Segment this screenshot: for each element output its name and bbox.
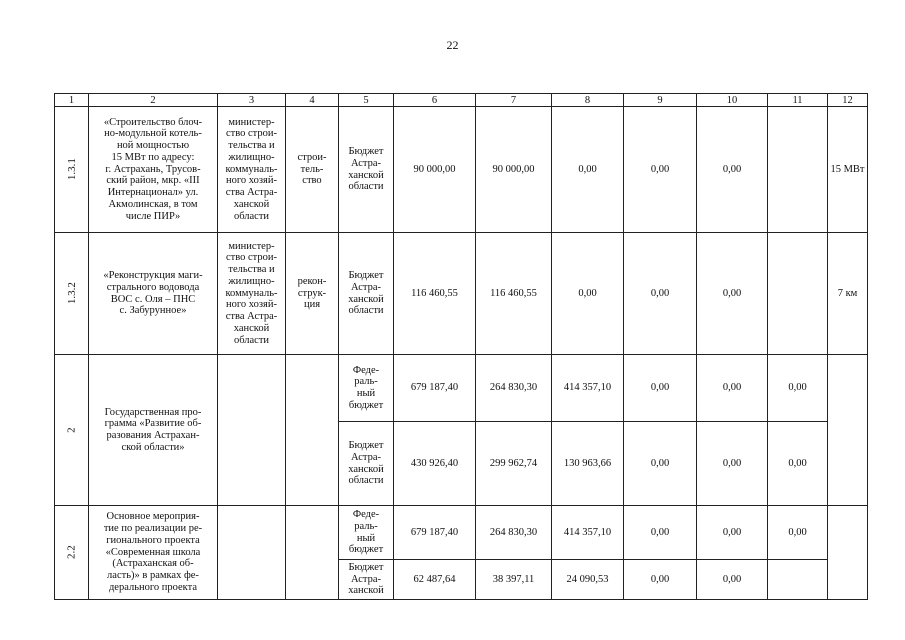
value-cell: 0,00 [768, 355, 828, 422]
column-number-11: 11 [768, 94, 828, 107]
value-cell: 0,00 [552, 233, 624, 355]
table-row [55, 506, 868, 560]
value-cell: 0,00 [697, 422, 768, 506]
value-cell: 62 487,64 [394, 560, 476, 600]
executor [218, 355, 286, 506]
funding-source: Бюджет Астра- ханской области [339, 422, 394, 506]
value-cell: 0,00 [624, 506, 697, 560]
page-number: 22 [446, 38, 459, 52]
indicator-cell: 15 МВт [828, 107, 868, 233]
column-number-4: 4 [286, 94, 339, 107]
row-id-cell [55, 233, 89, 355]
value-cell: 0,00 [697, 107, 768, 233]
funding-source: Бюджет Астра- ханской области [339, 107, 394, 233]
value-cell: 414 357,10 [552, 506, 624, 560]
value-cell: 264 830,30 [476, 355, 552, 422]
value-cell: 430 926,40 [394, 422, 476, 506]
funding-source: Бюджет Астра- ханской [339, 560, 394, 600]
value-cell: 0,00 [697, 233, 768, 355]
value-cell: 0,00 [768, 422, 828, 506]
header-row [55, 94, 868, 107]
column-number-2: 2 [89, 94, 218, 107]
table-row [55, 107, 868, 233]
value-cell: 264 830,30 [476, 506, 552, 560]
budget-table [54, 93, 868, 600]
work-type: строи- тель- ство [286, 107, 339, 233]
column-number-5: 5 [339, 94, 394, 107]
row-id: 2 [65, 427, 78, 433]
value-cell: 679 187,40 [394, 355, 476, 422]
work-type: рекон- струк- ция [286, 233, 339, 355]
value-cell: 116 460,55 [394, 233, 476, 355]
value-cell: 0,00 [552, 107, 624, 233]
value-cell: 0,00 [624, 422, 697, 506]
funding-source: Бюджет Астра- ханской области [339, 233, 394, 355]
value-cell: 90 000,00 [394, 107, 476, 233]
row-id-cell [55, 355, 89, 506]
value-cell: 299 962,74 [476, 422, 552, 506]
column-number-3: 3 [218, 94, 286, 107]
indicator-cell [828, 355, 868, 506]
executor: министер- ство строи- тельства и жилищно- коммуналь- ного хозяй- ства Астра- ханской области [218, 233, 286, 355]
column-number-8: 8 [552, 94, 624, 107]
value-cell: 679 187,40 [394, 506, 476, 560]
value-cell: 0,00 [697, 506, 768, 560]
measure-name: «Строительство блоч- но-модульной котель- ной мощностью 15 МВт по адресу: г. Астрахань, Трусов- ский район, мкр. «III Интернационал» ул. Акмолинская, в том числе ПИР» [89, 107, 218, 233]
value-cell: 116 460,55 [476, 233, 552, 355]
value-cell [768, 560, 828, 600]
column-number-6: 6 [394, 94, 476, 107]
value-cell: 0,00 [697, 560, 768, 600]
row-id: 1.3.1 [65, 158, 78, 181]
funding-source: Феде- раль- ный бюджет [339, 506, 394, 560]
value-cell: 0,00 [624, 560, 697, 600]
value-cell: 0,00 [768, 506, 828, 560]
measure-name: Основное мероприя- тие по реализации ре- гионального проекта «Современная школа (Астраханская об- ласть)» в рамках фе- дерального проекта [89, 506, 218, 600]
value-cell: 0,00 [624, 107, 697, 233]
work-type [286, 355, 339, 506]
column-number-10: 10 [697, 94, 768, 107]
indicator-cell [828, 506, 868, 600]
column-number-9: 9 [624, 94, 697, 107]
work-type [286, 506, 339, 600]
row-id: 1.3.2 [65, 282, 78, 305]
row-id-cell [55, 506, 89, 600]
value-cell [768, 107, 828, 233]
value-cell: 0,00 [624, 355, 697, 422]
measure-name: Государственная про- грамма «Развитие об- разования Астрахан- ской области» [89, 355, 218, 506]
row-id: 2.2 [65, 545, 78, 560]
table-row [55, 355, 868, 422]
executor [218, 506, 286, 600]
column-number-1: 1 [55, 94, 89, 107]
value-cell: 414 357,10 [552, 355, 624, 422]
column-number-7: 7 [476, 94, 552, 107]
value-cell: 0,00 [624, 233, 697, 355]
measure-name: «Реконструкция маги- стрального водовода ВОС с. Оля – ПНС с. Забурунное» [89, 233, 218, 355]
value-cell: 24 090,53 [552, 560, 624, 600]
funding-source: Феде- раль- ный бюджет [339, 355, 394, 422]
value-cell: 0,00 [697, 355, 768, 422]
value-cell: 130 963,66 [552, 422, 624, 506]
indicator-cell: 7 км [828, 233, 868, 355]
row-id-cell [55, 107, 89, 233]
table-row [55, 233, 868, 355]
executor: министер- ство строи- тельства и жилищно- коммуналь- ного хозяй- ства Астра- ханской области [218, 107, 286, 233]
value-cell: 38 397,11 [476, 560, 552, 600]
value-cell: 90 000,00 [476, 107, 552, 233]
value-cell [768, 233, 828, 355]
column-number-12: 12 [828, 94, 868, 107]
